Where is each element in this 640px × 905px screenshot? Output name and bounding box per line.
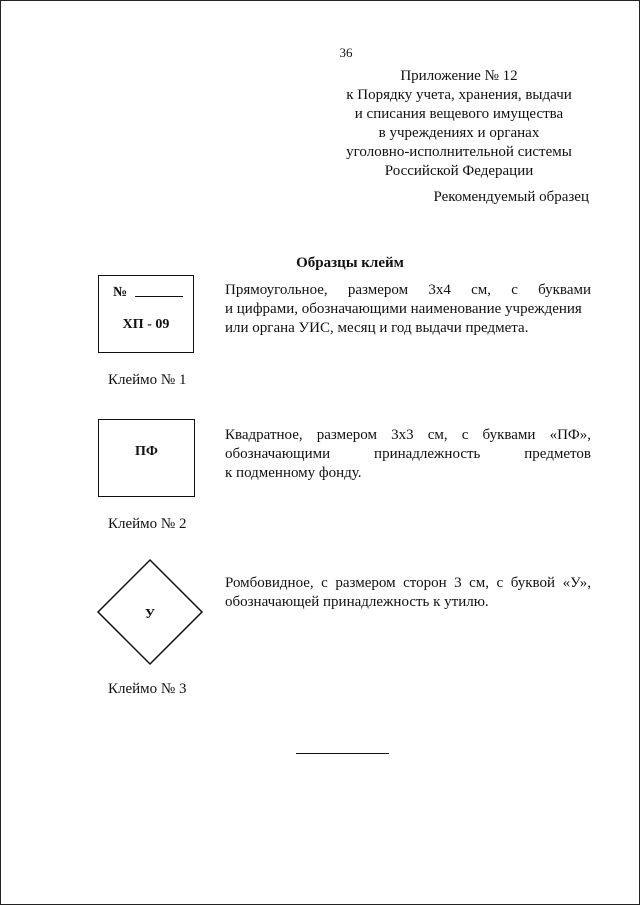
section-title: Образцы клейм <box>296 255 404 271</box>
appendix-line: Российской Федерации <box>384 163 534 179</box>
description-line: обозначающей принадлежность к утилю. <box>225 594 489 610</box>
stamp-1-number-sign: № <box>113 285 128 300</box>
stamp-3-description <box>225 574 591 612</box>
page-number: 36 <box>339 45 353 60</box>
description-line: к подменному фонду. <box>225 465 362 481</box>
stamp-2-label: ПФ <box>135 444 158 459</box>
description-line: обозначающими принадлежность предметов <box>225 446 591 462</box>
description-line: Квадратное, размером 3х3 см, с буквами «ПФ», <box>225 427 591 443</box>
description-line: Прямоугольное, размером 3х4 см, с буквами <box>225 282 591 298</box>
appendix-line: уголовно-исполнительной системы <box>346 144 572 160</box>
stamp-3-label: У <box>144 607 156 622</box>
appendix-header <box>329 67 589 181</box>
stamp-1-description <box>225 281 591 338</box>
description-line: и цифрами, обозначающими наименование учреждения <box>225 301 582 317</box>
stamp-1-code: ХП - 09 <box>122 317 170 332</box>
stamp-1-number-line <box>135 296 183 297</box>
stamp-3-caption: Клеймо № 3 <box>108 681 187 697</box>
stamp-1-caption: Клеймо № 1 <box>108 372 187 388</box>
appendix-line: к Порядку учета, хранения, выдачи <box>346 87 572 103</box>
description-line: Ромбовидное, с размером сторон 3 см, с буквой «У», <box>225 575 591 591</box>
appendix-line: Приложение № 12 <box>400 68 518 84</box>
recommended-sample-label: Рекомендуемый образец <box>433 189 589 205</box>
appendix-line: в учреждениях и органах <box>378 125 540 141</box>
stamp-2-square <box>98 419 195 497</box>
description-line: или органа УИС, месяц и год выдачи предмета. <box>225 320 529 336</box>
end-divider <box>296 753 389 754</box>
stamp-1-rectangle <box>98 275 194 353</box>
stamp-2-description <box>225 426 591 483</box>
stamp-2-caption: Клеймо № 2 <box>108 516 187 532</box>
appendix-line: и списания вещевого имущества <box>354 106 564 122</box>
